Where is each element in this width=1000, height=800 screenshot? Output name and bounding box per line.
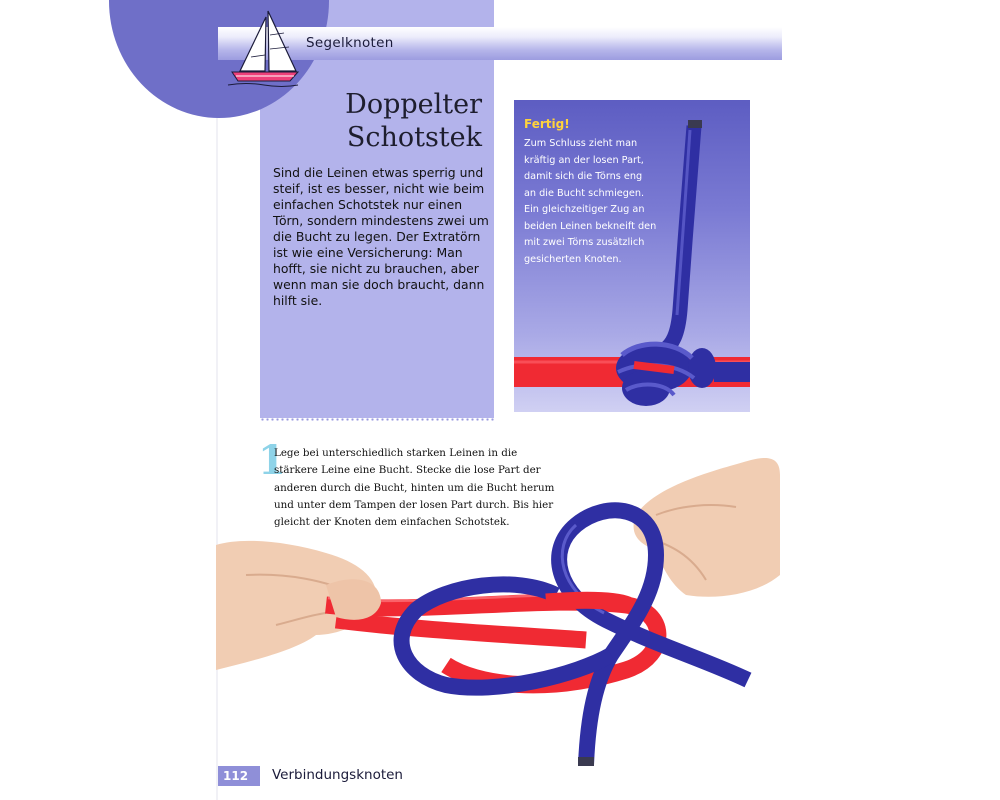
intro-panel-dotted-edge <box>260 418 494 421</box>
page-title <box>300 88 482 154</box>
step1-line: Lege bei unterschiedlich starken Leinen in die <box>274 447 518 459</box>
page-title-line: Schotstek <box>346 122 482 153</box>
sailboat-icon <box>226 5 300 89</box>
intro-line: Törn, sondern mindestens zwei um <box>273 213 489 228</box>
section-header-bar <box>218 27 782 60</box>
finished-heading: Fertig! <box>524 117 570 131</box>
chapter-label: Verbindungsknoten <box>272 767 403 783</box>
section-title: Segelknoten <box>306 35 394 51</box>
page-number: 112 <box>223 769 249 783</box>
intro-text <box>273 165 487 309</box>
step1-line: und unter dem Tampen der losen Part durch. Bis hier <box>274 498 554 511</box>
finished-line: gesicherten Knoten. <box>524 253 622 265</box>
finished-line: an die Bucht schmiegen. <box>524 187 645 199</box>
intro-line: wenn man sie doch braucht, dann <box>273 277 485 292</box>
finished-line: damit sich die Törns eng <box>524 171 643 182</box>
finished-line: Ein gleichzeitiger Zug an <box>524 204 645 215</box>
intro-line: steif, ist es besser, nicht wie beim <box>273 181 485 196</box>
intro-line: hofft, sie nicht zu brauchen, aber <box>273 261 479 276</box>
finished-line: beiden Leinen bekneift den <box>524 220 657 232</box>
step1-text <box>274 445 574 531</box>
intro-line: die Bucht zu legen. Der Extratörn <box>273 229 481 244</box>
step1-line: anderen durch die Bucht, hinten um die Bucht herum <box>274 481 555 494</box>
page-title-line: Doppelter <box>345 89 482 120</box>
intro-line: Sind die Leinen etwas sperrig und <box>273 165 484 180</box>
finished-line: kräftig an der losen Part, <box>524 154 644 166</box>
finished-line: Zum Schluss zieht man <box>524 138 638 149</box>
step-number: 1 <box>258 437 286 484</box>
intro-line: einfachen Schotstek nur einen <box>273 197 463 212</box>
step1-line: stärkere Leine eine Bucht. Stecke die lose Part der <box>274 464 541 477</box>
intro-line: ist wie eine Versicherung: Man <box>273 245 463 260</box>
finished-text <box>524 136 694 268</box>
intro-line: hilft sie. <box>273 293 323 308</box>
finished-line: mit zwei Törns zusätzlich <box>524 237 645 248</box>
step1-line: gleicht der Knoten dem einfachen Schotstek. <box>274 516 510 529</box>
